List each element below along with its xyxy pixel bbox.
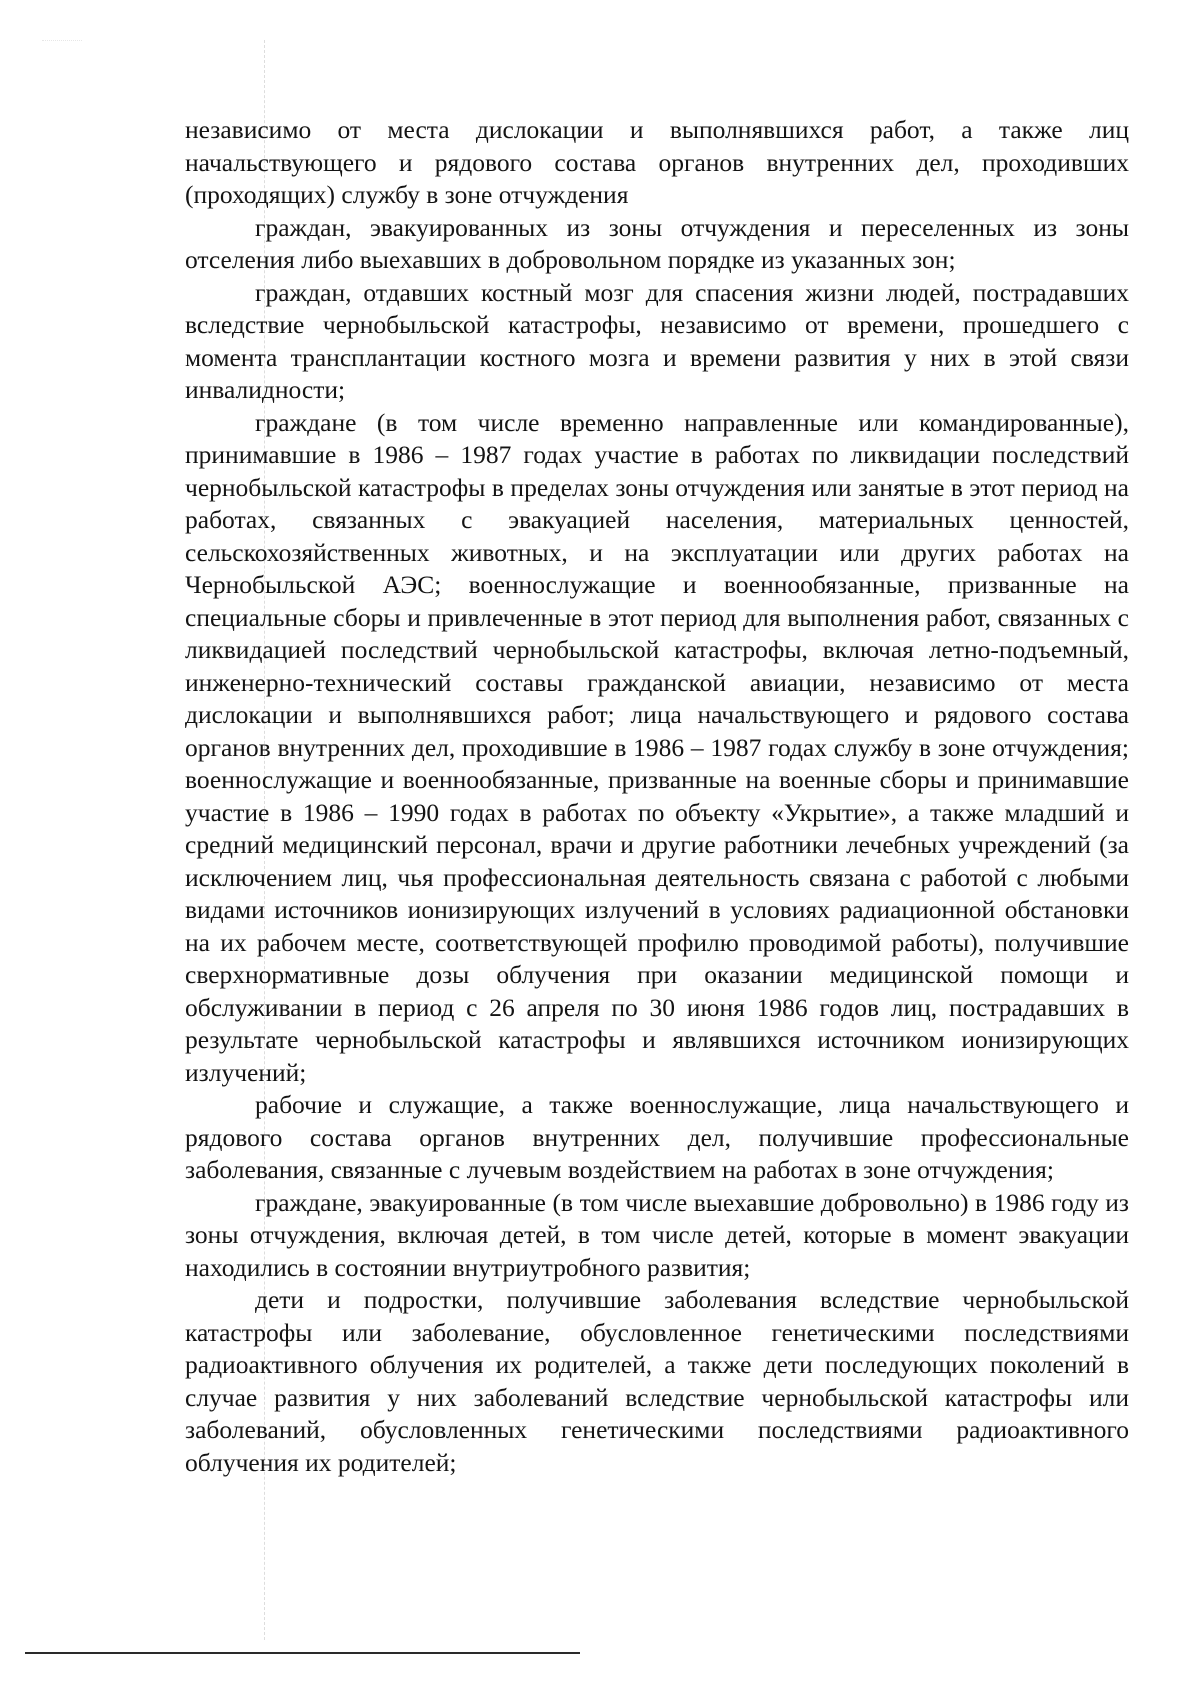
document-body bbox=[185, 114, 1129, 1479]
paragraph-children-adolescents: дети и подростки, получившие заболевания вследствие чернобыльской катастрофы или заболевание, обусловленное генетическими последствиями радиоактивного облучения их родителей, а также дети последующих поколений в случае развития у них заболеваний вследствие чернобыльской катастрофы или заболеваний, обусловленных генетическими последствиями радиоактивного облучения их родителей; bbox=[185, 1285, 1129, 1477]
paragraph-liquidation-participants: граждане (в том числе временно направленные или командированные), принимавшие в 1986 – 1987 годах участие в работах по ликвидации последствий чернобыльской катастрофы в пределах зоны отчуждения или занятые в этот период на работах, связанных с эвакуацией населения, материальных ценностей, сельскохозяйственных животных, и на эксплуатации или других работах на Чернобыльской АЭС; военнослужащие и военнообязанные, призванные на специальные сборы и привлеченные в этот период для выполнения работ, связанных с ликвидацией последствий чернобыльской катастрофы, включая летно-подъемный, инженерно-технический составы гражданской авиации, независимо от места дислокации и выполнявшихся работ; лица начальствующего и рядового состава органов внутренних дел, проходившие в 1986 – 1987 годах службу в зоне отчуждения; военнослужащие и военнообязанные, призванные на военные сборы и принимавшие участие в 1986 – 1990 годах в работах по объекту «Укрытие», а также младший и средний медицинский персонал, врачи и другие работники лечебных учреждений (за исключением лиц, чья профессиональная деятельность связана с работой с любыми видами источников ионизирующих излучений в условиях радиационной обстановки на их рабочем месте, соответствующей профилю проводимой работы), получившие сверхнормативные дозы облучения при оказании медицинской помощи и обслуживании в период с 26 апреля по 30 июня 1986 годов лиц, пострадавших в результате чернобыльской катастрофы и являвшихся источником ионизирующих излучений; bbox=[185, 407, 1129, 1087]
scan-artifact bbox=[42, 40, 82, 49]
footnote-separator-line bbox=[25, 1652, 580, 1654]
paragraph-continuation: независимо от места дислокации и выполнявшихся работ, а также лиц начальствующего и рядового состава органов внутренних дел, проходивших (проходящих) службу в зоне отчуждения bbox=[185, 115, 1129, 209]
paragraph-evacuated-1986: граждане, эвакуированные (в том числе выехавшие добровольно) в 1986 году из зоны отчуждения, включая детей, в том числе детей, которые в момент эвакуации находились в состоянии внутриутробного развития; bbox=[185, 1187, 1129, 1282]
paragraph-evacuated-citizens: граждан, эвакуированных из зоны отчуждения и переселенных из зоны отселения либо выехавших в добровольном порядке из указанных зон; bbox=[185, 212, 1129, 274]
paragraph-occupational-diseases: рабочие и служащие, а также военнослужащие, лица начальствующего и рядового состава органов внутренних дел, получившие профессиональные заболевания, связанные с лучевым воздействием на работах в зоне отчуждения; bbox=[185, 1090, 1129, 1184]
paragraph-bone-marrow-donors: граждан, отдавших костный мозг для спасения жизни людей, пострадавших вследствие чернобыльской катастрофы, независимо от времени, прошедшего с момента трансплантации костного мозга и времени развития у них в этой связи инвалидности; bbox=[185, 277, 1129, 404]
